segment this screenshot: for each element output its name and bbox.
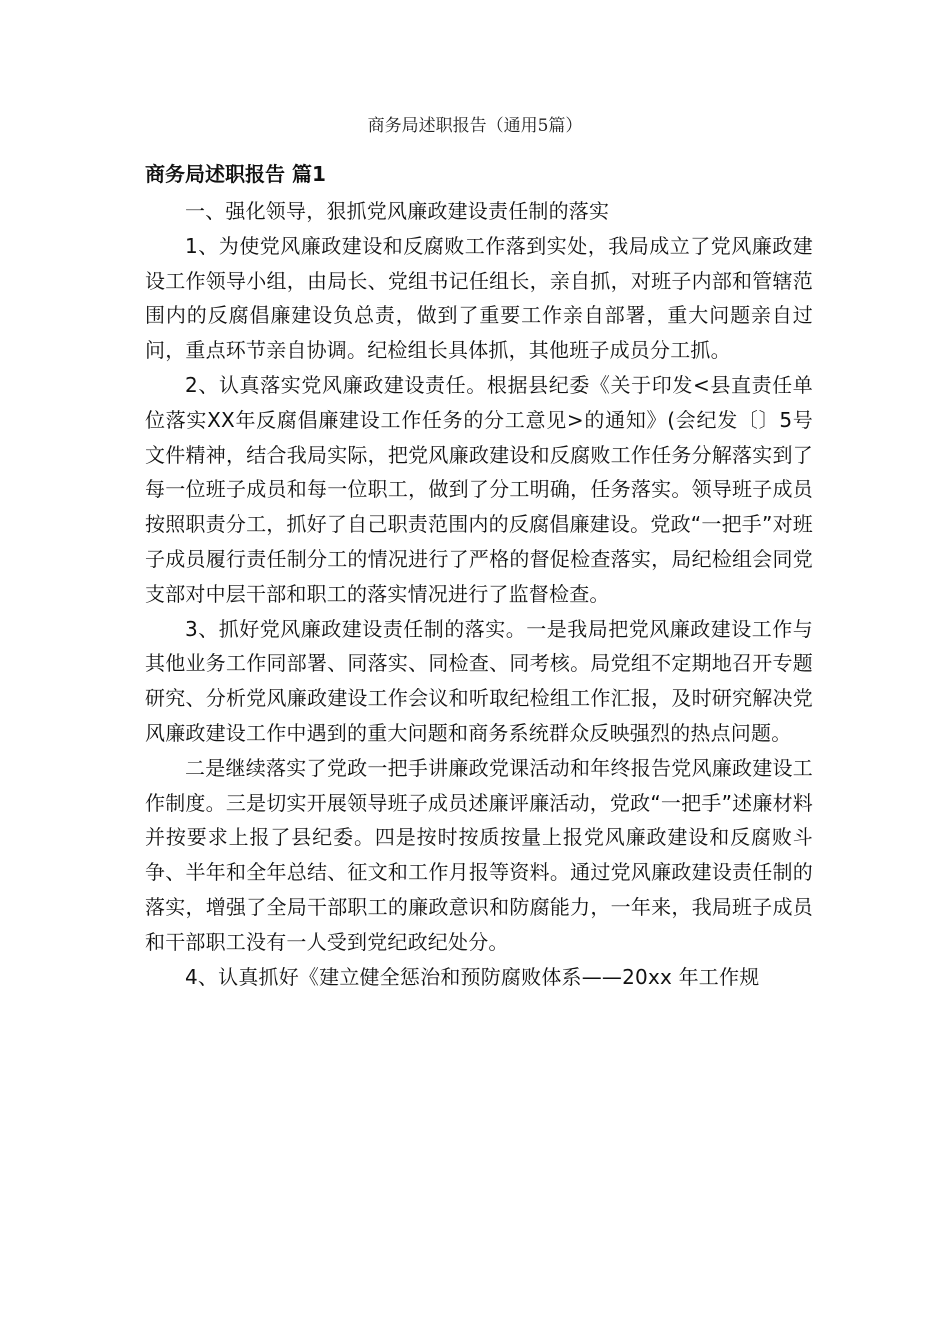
paragraph-4: 3、抓好党风廉政建设责任制的落实。一是我局把党风廉政建设工作与其他业务工作同部署、同落实、同检查、同考核。局党组不定期地召开专题研究、分析党风廉政建设工作会议和听取纪检组工作汇报，及时研究解决党风廉政建设工作中遇到的重大问题和商务系统群众反映强烈的热点问题。 (145, 616, 813, 745)
paragraph-3: 2、认真落实党风廉政建设责任。根据县纪委《关于印发<县直责任单位落实XX年反腐倡廉建设工作任务的分工意见>的通知》(会纪发〔〕5号文件精神，结合我局实际，把党风廉政建设和反腐败工作任务分解落实到了每一位班子成员和每一位职工，做到了分工明确，任务落实。领导班子成员按照职责分工，抓好了自己职责范围内的反腐倡廉建设。党政“一把手”对班子成员履行责任制分工的情况进行了严格的督促检查落实，局纪检组会同党支部对中层干部和职工的落实情况进行了监督检查。 (145, 372, 813, 606)
paragraph-6: 4、认真抓好《建立健全惩治和预防腐败体系——20xx 年工作规 (185, 964, 760, 989)
section-heading: 商务局述职报告 篇1 (145, 162, 326, 186)
document-body (145, 160, 813, 994)
document-title: 商务局述职报告（通用5篇） (367, 116, 583, 136)
paragraph-5: 二是继续落实了党政一把手讲廉政党课活动和年终报告党风廉政建设工作制度。三是切实开展领导班子成员述廉评廉活动，党政“一把手”述廉材料并按要求上报了县纪委。四是按时按质按量上报党风廉政建设和反腐败斗争、半年和全年总结、征文和工作月报等资料。通过党风廉政建设责任制的落实，增强了全局干部职工的廉政意识和防腐能力，一年来，我局班子成员和干部职工没有一人受到党纪政纪处分。 (145, 755, 813, 954)
paragraph-2: 1、为使党风廉政建设和反腐败工作落到实处，我局成立了党风廉政建设工作领导小组，由局长、党组书记任组长，亲自抓，对班子内部和管辖范围内的反腐倡廉建设负总责，做到了重要工作亲自部署，重大问题亲自过问，重点环节亲自协调。纪检组长具体抓，其他班子成员分工抓。 (145, 233, 813, 363)
paragraph-1: 一、强化领导，狠抓党风廉政建设责任制的落实 (185, 199, 610, 223)
